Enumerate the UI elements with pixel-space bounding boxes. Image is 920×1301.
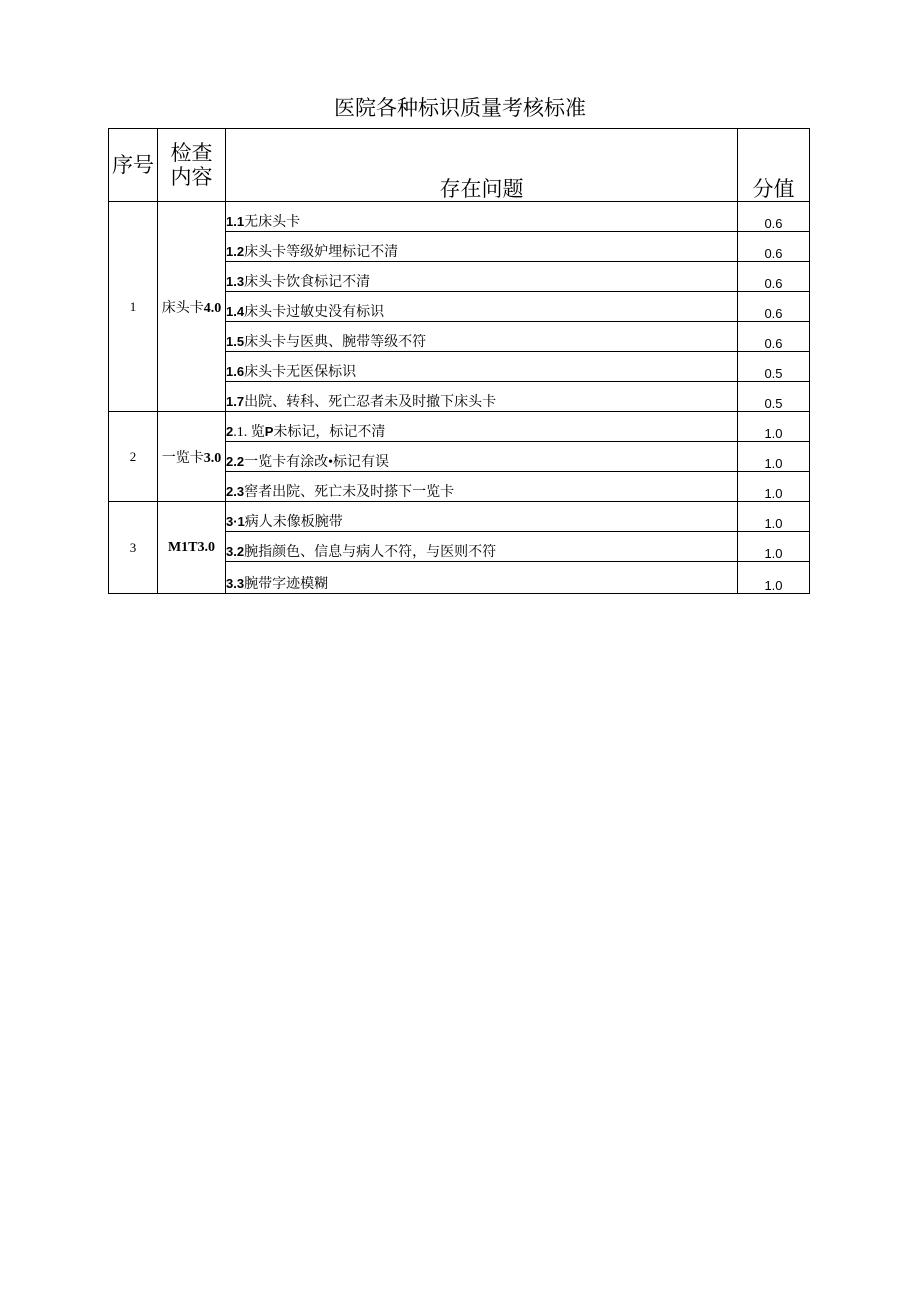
table-row xyxy=(109,412,810,442)
issue-cell xyxy=(226,442,738,472)
score-cell: 1.0 xyxy=(738,472,810,502)
issue-text: 腕指颜色、信息与病人不符，与医则不符 xyxy=(244,545,497,560)
score-cell: 0.5 xyxy=(738,382,810,412)
issue-text: 无床头卡 xyxy=(244,215,301,230)
header-existing-problems: 存在问题 xyxy=(226,129,738,202)
header-score: 分值 xyxy=(738,129,810,202)
issue-cell xyxy=(226,262,738,292)
issue-text: 床头卡等级妒埋标记不清 xyxy=(244,245,399,260)
issue-cell xyxy=(226,472,738,502)
header-row xyxy=(109,129,810,202)
score-cell: 1.0 xyxy=(738,502,810,532)
score-cell: 0.6 xyxy=(738,292,810,322)
issue-cell xyxy=(226,502,738,532)
score-cell: 0.6 xyxy=(738,262,810,292)
score-cell: 0.6 xyxy=(738,202,810,232)
issue-cell xyxy=(226,322,738,352)
issue-cell xyxy=(226,532,738,562)
issue-text: 病人未像板腕带 xyxy=(244,515,343,530)
issue-text-secondary: 未标记，标记不清 xyxy=(273,425,386,440)
issue-text: 腕带字迹模糊 xyxy=(244,577,329,592)
header-check-content-line2: 内容 xyxy=(170,165,213,189)
issue-cell xyxy=(226,352,738,382)
issue-code-secondary: P xyxy=(264,424,274,439)
category-label: 床头卡 xyxy=(161,300,204,316)
issue-text: 窖者出院、死亡未及时搽下一览卡 xyxy=(244,485,455,500)
header-check-content-line1: 检查 xyxy=(170,141,213,165)
issue-cell xyxy=(226,292,738,322)
group-number: 3 xyxy=(109,502,158,594)
table-row xyxy=(109,202,810,232)
issue-code: 1.3 xyxy=(226,274,245,289)
issue-cell xyxy=(226,412,738,442)
category-points: 4.0 xyxy=(203,300,222,316)
issue-text: 床头卡饮食标记不清 xyxy=(244,275,371,290)
issue-code: 1.1 xyxy=(226,214,245,229)
issue-cell xyxy=(226,562,738,594)
group-number: 2 xyxy=(109,412,158,502)
score-cell: 0.6 xyxy=(738,232,810,262)
issue-code: 2 xyxy=(226,424,234,439)
issue-code: 1.7 xyxy=(226,394,245,409)
issue-code: 2.2 xyxy=(226,454,245,469)
issue-text: .1. 览 xyxy=(233,425,265,440)
issue-code: 1.2 xyxy=(226,244,245,259)
group-category xyxy=(158,412,226,502)
issue-code: 1.6 xyxy=(226,364,245,379)
issue-text: 出院、转科、死亡忍者未及时撤下床头卡 xyxy=(244,395,497,410)
issue-code: 3·1 xyxy=(226,514,245,529)
score-cell: 1.0 xyxy=(738,412,810,442)
issue-text: 一览卡有涂改•标记有误 xyxy=(244,455,389,470)
category-points: 3.0 xyxy=(203,450,222,466)
header-check-content xyxy=(158,129,226,202)
issue-cell xyxy=(226,382,738,412)
group-category xyxy=(158,202,226,412)
score-cell: 1.0 xyxy=(738,442,810,472)
table-row xyxy=(109,502,810,532)
score-cell: 0.5 xyxy=(738,352,810,382)
category-points: M1T3.0 xyxy=(167,539,216,555)
score-cell: 1.0 xyxy=(738,562,810,594)
issue-code: 1.5 xyxy=(226,334,245,349)
category-label: 一览卡 xyxy=(161,450,204,466)
issue-code: 3.3 xyxy=(226,576,245,591)
document-title: 医院各种标识质量考核标准 xyxy=(334,96,586,120)
issue-cell xyxy=(226,202,738,232)
issue-text: 床头卡过敏史没有标识 xyxy=(244,305,385,320)
score-cell: 0.6 xyxy=(738,322,810,352)
issue-code: 3.2 xyxy=(226,544,245,559)
assessment-table xyxy=(108,128,810,594)
group-category xyxy=(158,502,226,594)
issue-text: 床头卡无医保标识 xyxy=(244,365,357,380)
issue-cell xyxy=(226,232,738,262)
issue-text: 床头卡与医典、腕带等级不符 xyxy=(244,335,427,350)
header-serial-number: 序号 xyxy=(109,129,158,202)
issue-code: 1.4 xyxy=(226,304,245,319)
group-number: 1 xyxy=(109,202,158,412)
score-cell: 1.0 xyxy=(738,532,810,562)
issue-code: 2.3 xyxy=(226,484,245,499)
